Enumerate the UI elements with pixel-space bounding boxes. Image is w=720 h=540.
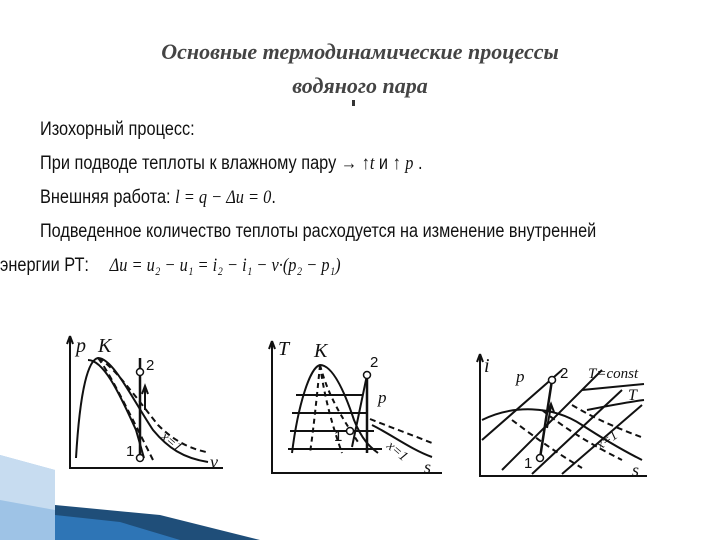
is-state1-label: 1 bbox=[524, 455, 533, 472]
ts-y-label: T bbox=[278, 338, 290, 360]
ts-curve-label: x=1 bbox=[383, 438, 411, 465]
ts-critical-label: K bbox=[314, 340, 328, 362]
is-x-label: s bbox=[632, 460, 640, 480]
and-text: и ↑ bbox=[374, 153, 406, 174]
ts-x-label: s bbox=[424, 457, 432, 477]
heat-supply-text: При подводе теплоты к влажному пару → ↑ bbox=[40, 153, 370, 174]
ts-p-label: p bbox=[378, 388, 387, 407]
ts-state1-label: 1 bbox=[334, 428, 343, 445]
is-curve-label: x=1 bbox=[593, 427, 621, 454]
pv-critical-label: K bbox=[98, 335, 112, 357]
is-p-label: p bbox=[516, 367, 525, 386]
slide-title-line-1: Основные термодинамические процессы bbox=[161, 39, 559, 64]
internal-energy-formula: Δu = u₂ − u₁ = i₂ − i₁ − v·(p₂ − p₁) bbox=[109, 255, 341, 276]
heat-spent-text: Подведенное количество теплоты расходуется на изменение внутренней bbox=[40, 221, 597, 242]
pressure-symbol: p bbox=[405, 153, 414, 174]
is-y-label: i bbox=[484, 355, 490, 377]
line-end: . bbox=[413, 153, 423, 174]
pv-state1-label: 1 bbox=[126, 443, 135, 460]
line-end: . bbox=[271, 187, 276, 208]
internal-energy-label: энергии РТ: bbox=[0, 255, 89, 276]
ts-state2-label: 2 bbox=[370, 354, 379, 371]
pv-y-label: p bbox=[76, 335, 86, 357]
is-isotherm-label: T=const bbox=[588, 366, 639, 382]
pv-x-label: v bbox=[210, 452, 218, 472]
is-t-label: T bbox=[628, 387, 637, 404]
slide-title-line-2: водяного пара bbox=[292, 73, 428, 98]
is-state2-label: 2 bbox=[560, 365, 569, 382]
external-work-formula: l = q − Δu = 0 bbox=[175, 187, 272, 208]
heading-text: Изохорный процесс: bbox=[40, 119, 195, 140]
pv-curve-label: x=1 bbox=[157, 429, 185, 456]
pv-state2-label: 2 bbox=[146, 357, 155, 374]
external-work-label: Внешняя работа: bbox=[40, 187, 176, 208]
temperature-symbol: t bbox=[369, 153, 375, 174]
